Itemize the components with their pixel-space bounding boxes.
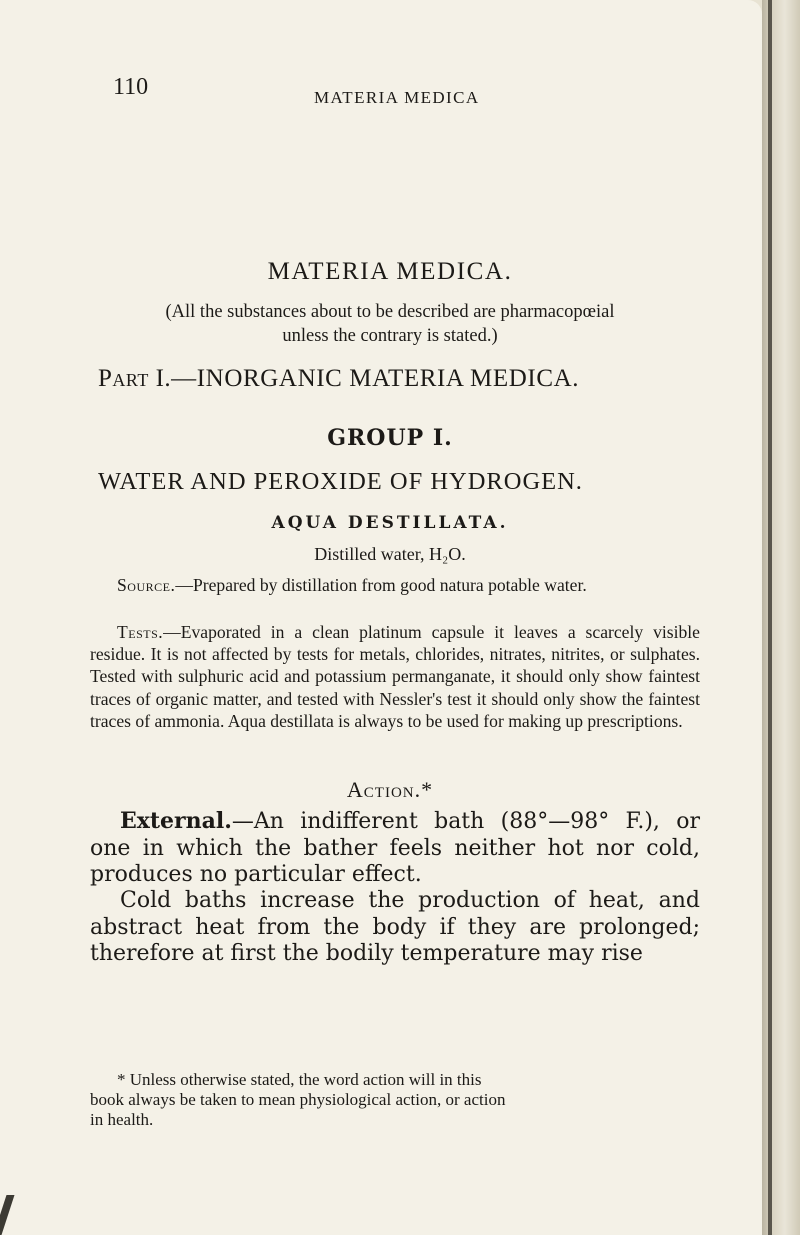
cold-baths-line-3: therefore at first the bodily temperature may rise — [90, 941, 643, 966]
drug-title: AQUA DESTILLATA. — [271, 513, 509, 533]
cold-baths-line-1: Cold baths increase the production of heat, and — [120, 888, 700, 913]
footnote-line-1: * Unless otherwise stated, the word action will in this — [117, 1070, 482, 1089]
tests-text: —Evaporated in a clean platinum capsule it leaves a scarcely visible residue. It is not affected by tests for metals, chlorides, nitrates, nitrites, or sulphates. Tested with sulphuric acid and potassium permanganate, it should only show faintest traces of organic matter, and tested with Nessler's test it should only show the faintest traces of ammonia. Aqua destillata is always to be used for making up prescriptions. — [90, 622, 700, 731]
group-heading: GROUP I. — [327, 425, 453, 451]
cold-baths-line-2: abstract heat from the body if they are prolonged; — [90, 914, 700, 940]
main-title: MATERIA MEDICA. — [267, 258, 513, 285]
footnote — [90, 1070, 700, 1130]
source-label: Source. — [117, 575, 176, 595]
footnote-line-3: in health. — [90, 1110, 154, 1129]
part-title: —INORGANIC MATERIA MEDICA. — [171, 365, 580, 392]
pharmacopoeia-note-line-1: (All the substances about to be described are pharmacopœial — [165, 302, 615, 322]
external-line-2: one in which the bather feels neither hot nor cold, — [90, 835, 700, 861]
source-text: —Prepared by distillation from good natura potable water. — [175, 575, 587, 595]
part-heading — [98, 365, 579, 393]
source-paragraph — [90, 574, 700, 596]
pharmacopoeia-note-line-2: unless the contrary is stated.) — [282, 326, 498, 346]
part-label: Part I. — [98, 365, 172, 392]
running-head: MATERIA MEDICA — [314, 88, 480, 107]
external-line-1: External.—An indifferent bath (88°—98° F.), or — [120, 808, 700, 834]
page-binding-shadow — [768, 0, 772, 1235]
tests-paragraph — [90, 621, 700, 732]
section-heading: WATER AND PEROXIDE OF HYDROGEN. — [98, 468, 583, 495]
action-heading: Action.* — [346, 777, 434, 802]
external-label: External. — [120, 808, 232, 834]
drug-formula: Distilled water, H₂O. — [314, 544, 466, 564]
footnote-line-2: book always be taken to mean physiological action, or action — [90, 1090, 506, 1109]
cold-baths-paragraph — [90, 888, 700, 968]
page-number: 110 — [113, 74, 149, 100]
external-line-3: produces no particular effect. — [90, 862, 422, 887]
tests-label: Tests. — [117, 622, 164, 642]
external-paragraph — [90, 808, 700, 889]
